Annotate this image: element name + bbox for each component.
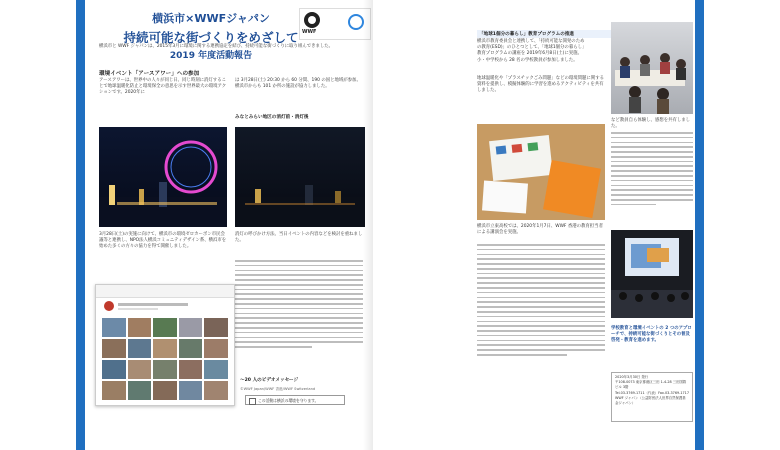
left-page bbox=[85, 0, 373, 450]
document-spread bbox=[76, 0, 704, 450]
col2-text: は 3月28日(土) 20:30 から 60 分間、190 の国と地域が参加。横浜市からも 101 か所の施設が協力しました。 bbox=[235, 78, 361, 90]
note-icon bbox=[249, 398, 256, 405]
city-logo-icon bbox=[348, 14, 364, 30]
copyright-text: ©WWF Japan/WWF 香港/WWF Switzerland bbox=[240, 387, 316, 391]
footer-tel: Tel.03-3769-1711（代表）Fax.03-3769-1717 bbox=[615, 390, 690, 395]
night-photo-after bbox=[235, 127, 365, 227]
para2-text: 3月28日(土)の実施に向けて、横浜市の環境ゼロカーボン市民会議等と連携し、NPO法人横浜コミュニティデザイン系、横浜市を始めた多くの方々の協力を得て開催しました。 bbox=[99, 232, 227, 250]
video-grid-screenshot bbox=[95, 284, 235, 406]
right-text3: など教員自ら体験し、感想を共有しました。 bbox=[611, 118, 691, 130]
section1-text: アースアワーは、世界中の人々が同じ日、同じ時刻に消灯することで地球温暖化防止と環境保全の意思を示す世界最大の環境アクションです。2020年に bbox=[99, 78, 227, 96]
page-gutter bbox=[373, 0, 465, 450]
col2-body-lines bbox=[235, 260, 363, 351]
footer-date: 2020年3月30日 発行 bbox=[615, 375, 649, 379]
right-text4: 横浜市立東高校では、2020年1月7日、WWF 香港の教育担当者による講演会を実施。 bbox=[477, 224, 603, 236]
title-line3: 2019 年度活動報告 bbox=[169, 51, 253, 61]
classroom-photo bbox=[611, 22, 693, 114]
right-heading2: 学校教育と環境イベントの 2 つのアプローチで、持続可能な街づくりとその普及啓発・教育を進めます。 bbox=[611, 326, 692, 343]
wwf-wordmark: WWF bbox=[302, 29, 317, 35]
right-col1-body-lines bbox=[477, 244, 605, 359]
right-heading1: 「地球1個分の暮らし」教育プログラムの推進 bbox=[477, 30, 641, 38]
lecture-photo bbox=[611, 230, 693, 318]
title-line2: 持続可能な街づくりをめざして bbox=[123, 30, 299, 45]
tweet-caption: 〜20 人のビデオメッセージ bbox=[240, 378, 299, 383]
panda-icon bbox=[304, 12, 320, 28]
para3-text: 消灯の呼びかけ方法、当日イベントの内容などを検討を重ねました。 bbox=[235, 232, 363, 244]
footer-address: 〒108-0073 東京都港区三田 1-4-28 三田国際ビル 3階 bbox=[615, 380, 687, 390]
wwf-logo-box bbox=[299, 8, 371, 40]
section1-heading: 環境イベント「アースアワー」への参加 bbox=[99, 71, 200, 77]
right-col2-body-lines bbox=[611, 132, 693, 209]
title-line1: 横浜市×WWFジャパン bbox=[152, 12, 270, 25]
right-text2: 地球温暖化や「プラスチックごみ問題」などの環境問題に関する資料を提供し、模擬体験的に学習を進めるアクティビティを共有しました。 bbox=[477, 76, 604, 94]
footer-info-box bbox=[611, 372, 693, 422]
right-text1: 横浜市教育委員会と連携して、「持続可能な開発のための教育(ESD)」のひとつとして、「地球1個分の暮らし」教育プログラムの講座を 2019年6月8日(土)に実施。小・中学校から 28 名の学校教員が参加しました。 bbox=[477, 39, 587, 63]
left-blue-bar bbox=[76, 0, 85, 450]
right-blue-bar bbox=[695, 0, 704, 450]
note-box bbox=[245, 395, 345, 405]
right-page bbox=[465, 0, 695, 450]
note-text: この活動は横浜の環境を守ります。 bbox=[258, 398, 319, 403]
left-page-shadow bbox=[363, 0, 373, 450]
footer-org: WWF ジャパン（公益財団法人世界自然保護基金ジャパン） bbox=[615, 395, 686, 406]
materials-photo bbox=[477, 124, 605, 220]
night-photo-before bbox=[99, 127, 227, 227]
intro-text: 横浜市と WWF ジャパンは、2015年3月に環境に関する連携協定を結び、持続可能な街づくりに取り組んできました。 bbox=[99, 44, 334, 49]
photo-caption: みなとみらい地区の消灯前・消灯後 bbox=[235, 115, 309, 120]
